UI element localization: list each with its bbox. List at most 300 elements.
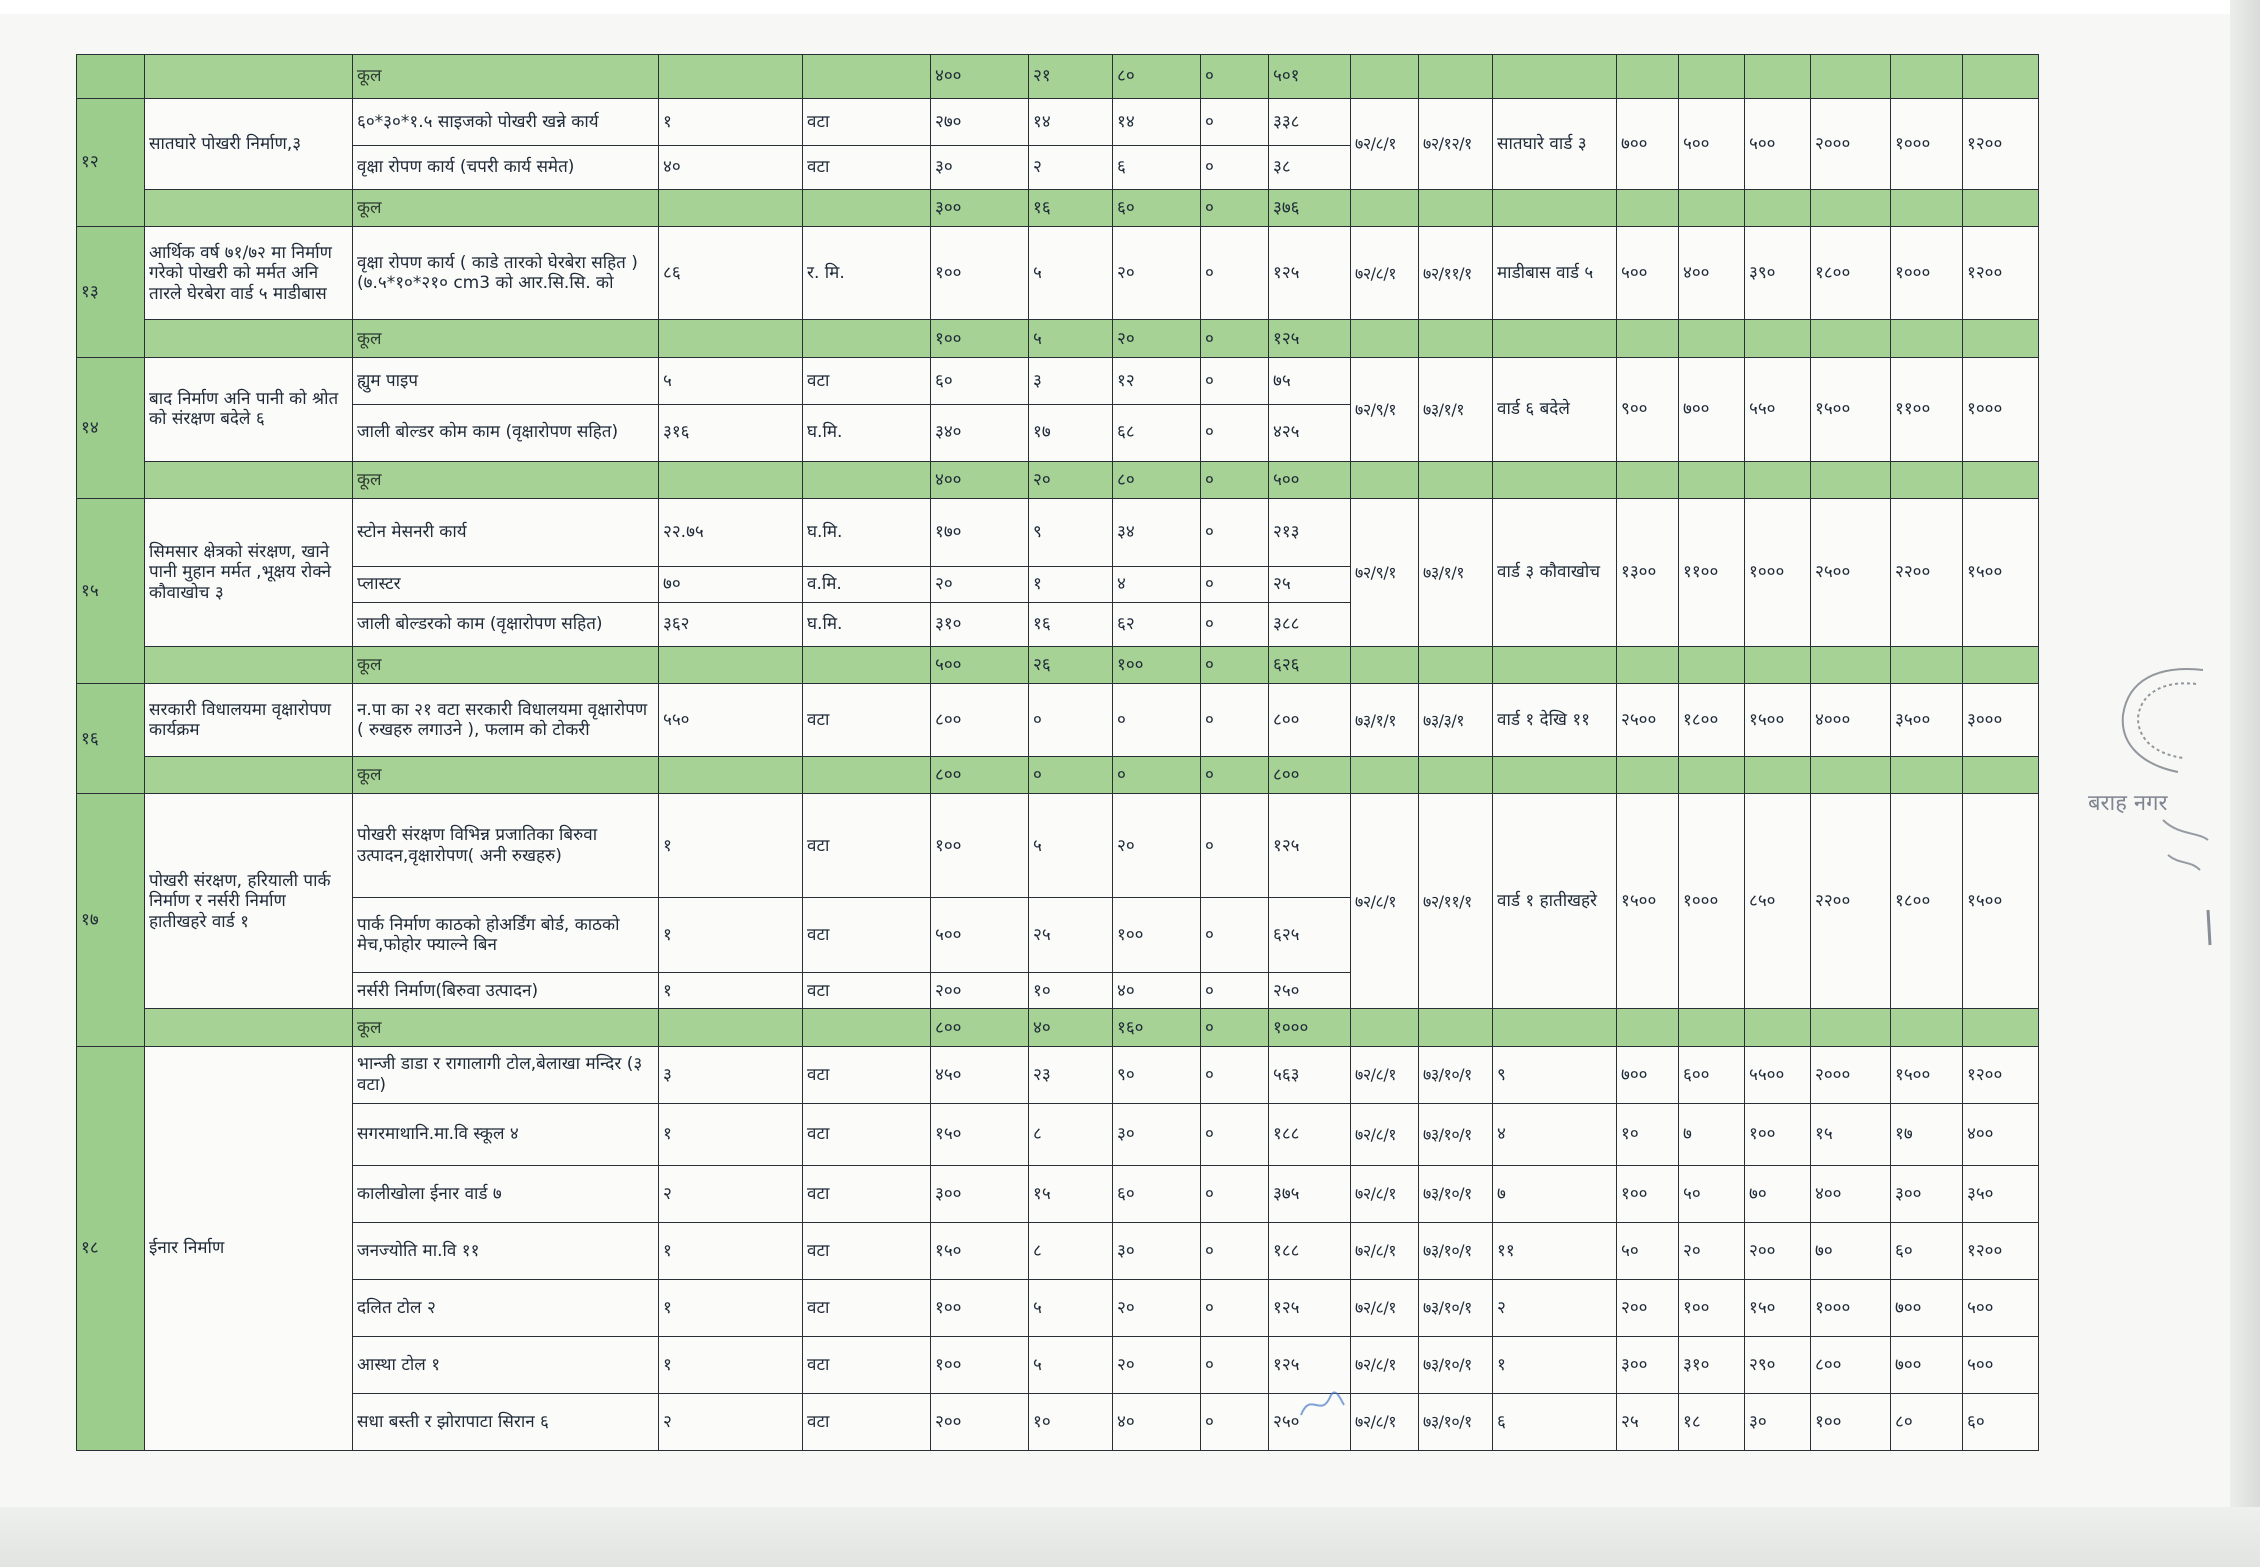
total-c3: २० — [1113, 320, 1201, 358]
total-c1: ८०० — [931, 756, 1029, 794]
end-date: ७३/१०/१ — [1419, 1165, 1493, 1222]
total-c3: ६० — [1113, 189, 1201, 227]
beneficiary-5: ८० — [1891, 1393, 1963, 1450]
beneficiary-2: ५० — [1679, 1165, 1745, 1222]
unit: वटा — [803, 684, 931, 757]
beneficiary-3: ७० — [1745, 1165, 1811, 1222]
empty-cell — [1745, 320, 1811, 358]
total-c5: ६२६ — [1269, 646, 1351, 684]
location: सातघारे वार्ड ३ — [1493, 99, 1617, 190]
cost-c5: २१३ — [1269, 499, 1351, 566]
unit: घ.मि. — [803, 602, 931, 646]
table-row — [77, 499, 2039, 566]
total-c4: ० — [1201, 756, 1269, 794]
empty-cell — [1679, 1009, 1745, 1047]
beneficiary-4: ४००० — [1811, 684, 1891, 757]
activity-description: पोखरी संरक्षण विभिन्न प्रजातिका बिरुवा उत्पादन,वृक्षारोपण( अनी रुखहरु) — [353, 794, 659, 898]
cost-c2: ५ — [1029, 1279, 1113, 1336]
cost-c1: ५०० — [931, 898, 1029, 973]
empty-cell — [1891, 1009, 1963, 1047]
empty-cell — [1617, 646, 1679, 684]
beneficiary-4: १५०० — [1811, 358, 1891, 462]
qty-cell — [659, 55, 803, 99]
cost-c4: ० — [1201, 1046, 1269, 1103]
table-row — [77, 684, 2039, 757]
beneficiary-1: १५०० — [1617, 794, 1679, 1009]
start-date: ७२/८/१ — [1351, 1103, 1419, 1165]
empty-cell — [1493, 756, 1617, 794]
cost-c3: २० — [1113, 794, 1201, 898]
table-row — [77, 794, 2039, 898]
end-date: ७३/१०/१ — [1419, 1336, 1493, 1393]
cost-c5: २५ — [1269, 566, 1351, 602]
beneficiary-5: ३०० — [1891, 1165, 1963, 1222]
project-cell — [145, 1009, 353, 1047]
beneficiary-4: ४०० — [1811, 1165, 1891, 1222]
end-date: ७३/३/१ — [1419, 684, 1493, 757]
serial-number: १६ — [77, 684, 145, 794]
empty-cell — [1617, 320, 1679, 358]
empty-cell — [1493, 320, 1617, 358]
cost-c1: ३० — [931, 145, 1029, 189]
cost-c4: ० — [1201, 358, 1269, 405]
cost-c5: ६२५ — [1269, 898, 1351, 973]
activity-description: ६०*३०*१.५ साइजको पोखरी खन्ने कार्य — [353, 99, 659, 146]
serial-number: १४ — [77, 358, 145, 499]
activity-description: भान्जी डाडा र रागालागी टोल,बेलाखा मन्दिर (३ वटा) — [353, 1046, 659, 1103]
activity-description: जनज्योति मा.वि ११ — [353, 1222, 659, 1279]
total-c2: २१ — [1029, 55, 1113, 99]
cost-c2: १६ — [1029, 602, 1113, 646]
scan-margin-right — [2230, 0, 2260, 1567]
empty-cell — [1419, 646, 1493, 684]
qty-cell — [659, 320, 803, 358]
empty-cell — [1891, 461, 1963, 499]
beneficiary-3: २९० — [1745, 1336, 1811, 1393]
location: वार्ड ६ बदेले — [1493, 358, 1617, 462]
cost-c1: १७० — [931, 499, 1029, 566]
empty-cell — [1679, 189, 1745, 227]
unit: वटा — [803, 1393, 931, 1450]
qty-cell — [659, 461, 803, 499]
cost-c5: १८८ — [1269, 1103, 1351, 1165]
project-name: सरकारी विधालयमा वृक्षारोपण कार्यक्रम — [145, 684, 353, 757]
project-cell — [145, 55, 353, 99]
total-c4: ० — [1201, 55, 1269, 99]
serial-cell — [77, 55, 145, 99]
beneficiary-6: ४०० — [1963, 1103, 2039, 1165]
quantity: ५५० — [659, 684, 803, 757]
empty-cell — [1419, 1009, 1493, 1047]
empty-cell — [1891, 189, 1963, 227]
qty-cell — [659, 646, 803, 684]
activity-description: पार्क निर्माण काठको होअर्डिंग बोर्ड, काठको मेच,फोहोर फ्याल्ने बिन — [353, 898, 659, 973]
beneficiary-3: ८५० — [1745, 794, 1811, 1009]
cost-c3: १४ — [1113, 99, 1201, 146]
table-row — [77, 1393, 2039, 1450]
empty-cell — [1963, 189, 2039, 227]
location: माडीबास वार्ड ५ — [1493, 227, 1617, 320]
unit-cell — [803, 461, 931, 499]
cost-c3: ० — [1113, 684, 1201, 757]
start-date: ७२/८/१ — [1351, 99, 1419, 190]
start-date: ७३/१/१ — [1351, 684, 1419, 757]
total-c3: १०० — [1113, 646, 1201, 684]
end-date: ७२/११/१ — [1419, 227, 1493, 320]
beneficiary-4: ८०० — [1811, 1336, 1891, 1393]
unit-cell — [803, 646, 931, 684]
beneficiary-2: ७ — [1679, 1103, 1745, 1165]
empty-cell — [1963, 756, 2039, 794]
end-date: ७२/११/१ — [1419, 794, 1493, 1009]
unit: घ.मि. — [803, 404, 931, 461]
empty-cell — [1963, 461, 2039, 499]
empty-cell — [1419, 320, 1493, 358]
beneficiary-6: ५०० — [1963, 1279, 2039, 1336]
end-date: ७३/१/१ — [1419, 358, 1493, 462]
seal-text: बराह नगर — [2088, 791, 2168, 816]
location: वार्ड १ हातीखहरे — [1493, 794, 1617, 1009]
unit: वटा — [803, 1046, 931, 1103]
empty-cell — [1617, 756, 1679, 794]
total-label: कूल — [353, 320, 659, 358]
empty-cell — [1811, 55, 1891, 99]
total-c2: ५ — [1029, 320, 1113, 358]
cost-c4: ० — [1201, 566, 1269, 602]
beneficiary-3: ५५०० — [1745, 1046, 1811, 1103]
total-row — [77, 55, 2039, 99]
total-label: कूल — [353, 461, 659, 499]
beneficiary-5: २२०० — [1891, 499, 1963, 647]
beneficiary-1: १३०० — [1617, 499, 1679, 647]
beneficiary-1: ५०० — [1617, 227, 1679, 320]
cost-c2: ८ — [1029, 1222, 1113, 1279]
qty-cell — [659, 756, 803, 794]
total-label: कूल — [353, 1009, 659, 1047]
activity-description: दलित टोल २ — [353, 1279, 659, 1336]
cost-c5: ५६३ — [1269, 1046, 1351, 1103]
total-c4: ० — [1201, 1009, 1269, 1047]
cost-c1: १०० — [931, 1279, 1029, 1336]
total-c3: ८० — [1113, 55, 1201, 99]
start-date: ७२/८/१ — [1351, 1165, 1419, 1222]
project-name: सिमसार क्षेत्रको संरक्षण, खाने पानी मुहान मर्मत ,भूक्षय रोक्ने कौवाखोच ३ — [145, 499, 353, 647]
empty-cell — [1811, 461, 1891, 499]
cost-c2: ५ — [1029, 794, 1113, 898]
beneficiary-5: ११०० — [1891, 358, 1963, 462]
beneficiary-3: १००० — [1745, 499, 1811, 647]
empty-cell — [1679, 646, 1745, 684]
project-name: आर्थिक वर्ष ७१/७२ मा निर्माण गरेको पोखरी को मर्मत अनि तारले घेरबेरा वार्ड ५ माडीबास — [145, 227, 353, 320]
total-c5: १००० — [1269, 1009, 1351, 1047]
location: वार्ड १ देखि ११ — [1493, 684, 1617, 757]
empty-cell — [1745, 461, 1811, 499]
cost-c5: २५० — [1269, 1393, 1351, 1450]
start-date: ७२/९/१ — [1351, 499, 1419, 647]
empty-cell — [1679, 756, 1745, 794]
total-c5: ५०० — [1269, 461, 1351, 499]
total-c5: ३७६ — [1269, 189, 1351, 227]
cost-c2: ८ — [1029, 1103, 1113, 1165]
quantity: ३६२ — [659, 602, 803, 646]
location: ६ — [1493, 1393, 1617, 1450]
cost-c3: २० — [1113, 1279, 1201, 1336]
total-c2: २० — [1029, 461, 1113, 499]
beneficiary-3: ५०० — [1745, 99, 1811, 190]
cost-c1: १०० — [931, 1336, 1029, 1393]
cost-c5: १२५ — [1269, 794, 1351, 898]
beneficiary-4: २००० — [1811, 99, 1891, 190]
unit: वटा — [803, 99, 931, 146]
beneficiary-6: ५०० — [1963, 1336, 2039, 1393]
cost-c2: १५ — [1029, 1165, 1113, 1222]
activity-description: न.पा का २१ वटा सरकारी विधालयमा वृक्षारोपण ( रुखहरु लगाउने ), फलाम को टोकरी — [353, 684, 659, 757]
empty-cell — [1963, 646, 2039, 684]
beneficiary-4: १५ — [1811, 1103, 1891, 1165]
total-label: कूल — [353, 756, 659, 794]
cost-c4: ० — [1201, 602, 1269, 646]
beneficiary-4: २५०० — [1811, 499, 1891, 647]
total-row — [77, 461, 2039, 499]
beneficiary-2: १८०० — [1679, 684, 1745, 757]
cost-c3: ६२ — [1113, 602, 1201, 646]
project-name: बाद निर्माण अनि पानी को श्रोत को संरक्षण बदेले ६ — [145, 358, 353, 462]
beneficiary-6: १२०० — [1963, 1046, 2039, 1103]
beneficiary-2: १०० — [1679, 1279, 1745, 1336]
beneficiary-6: ६० — [1963, 1393, 2039, 1450]
unit-cell — [803, 55, 931, 99]
empty-cell — [1419, 55, 1493, 99]
beneficiary-5: १५०० — [1891, 1046, 1963, 1103]
beneficiary-5: ६० — [1891, 1222, 1963, 1279]
cost-c4: ० — [1201, 1165, 1269, 1222]
empty-cell — [1351, 320, 1419, 358]
quantity: ३ — [659, 1046, 803, 1103]
cost-c5: २५० — [1269, 973, 1351, 1009]
cost-c1: ६० — [931, 358, 1029, 405]
empty-cell — [1351, 646, 1419, 684]
total-c4: ० — [1201, 646, 1269, 684]
start-date: ७२/८/१ — [1351, 1336, 1419, 1393]
empty-cell — [1891, 756, 1963, 794]
quantity: २२.७५ — [659, 499, 803, 566]
cost-c3: १२ — [1113, 358, 1201, 405]
empty-cell — [1891, 646, 1963, 684]
beneficiary-1: २०० — [1617, 1279, 1679, 1336]
end-date: ७३/१०/१ — [1419, 1279, 1493, 1336]
activity-description: नर्सरी निर्माण(बिरुवा उत्पादन) — [353, 973, 659, 1009]
beneficiary-3: १०० — [1745, 1103, 1811, 1165]
total-c2: ० — [1029, 756, 1113, 794]
total-c1: ४०० — [931, 55, 1029, 99]
quantity: १ — [659, 99, 803, 146]
empty-cell — [1679, 461, 1745, 499]
empty-cell — [1617, 55, 1679, 99]
location: ११ — [1493, 1222, 1617, 1279]
cost-c2: ५ — [1029, 1336, 1113, 1393]
cost-c3: ६८ — [1113, 404, 1201, 461]
location: १ — [1493, 1336, 1617, 1393]
cost-c4: ० — [1201, 794, 1269, 898]
empty-cell — [1963, 320, 2039, 358]
empty-cell — [1745, 1009, 1811, 1047]
cost-c4: ० — [1201, 1336, 1269, 1393]
quantity: १ — [659, 1222, 803, 1279]
total-c4: ० — [1201, 189, 1269, 227]
unit: वटा — [803, 973, 931, 1009]
end-date: ७३/१०/१ — [1419, 1103, 1493, 1165]
total-row — [77, 1009, 2039, 1047]
activity-description: सगरमाथानि.मा.वि स्कूल ४ — [353, 1103, 659, 1165]
empty-cell — [1419, 756, 1493, 794]
location: ४ — [1493, 1103, 1617, 1165]
empty-cell — [1963, 1009, 2039, 1047]
beneficiary-5: ७०० — [1891, 1279, 1963, 1336]
qty-cell — [659, 189, 803, 227]
cost-c4: ० — [1201, 99, 1269, 146]
total-c2: ४० — [1029, 1009, 1113, 1047]
table-row — [77, 227, 2039, 320]
total-c4: ० — [1201, 461, 1269, 499]
beneficiary-2: ४०० — [1679, 227, 1745, 320]
beneficiary-3: २०० — [1745, 1222, 1811, 1279]
cost-c4: ० — [1201, 145, 1269, 189]
cost-c4: ० — [1201, 499, 1269, 566]
activity-description: ह्युम पाइप — [353, 358, 659, 405]
beneficiary-2: २० — [1679, 1222, 1745, 1279]
quantity: ४० — [659, 145, 803, 189]
quantity: १ — [659, 1279, 803, 1336]
project-cell — [145, 189, 353, 227]
cost-c4: ० — [1201, 1393, 1269, 1450]
table-row — [77, 1279, 2039, 1336]
beneficiary-6: १५०० — [1963, 499, 2039, 647]
beneficiary-4: २२०० — [1811, 794, 1891, 1009]
project-cell — [145, 646, 353, 684]
table-row — [77, 99, 2039, 146]
total-c3: ० — [1113, 756, 1201, 794]
empty-cell — [1811, 756, 1891, 794]
cost-c1: २० — [931, 566, 1029, 602]
start-date: ७२/८/१ — [1351, 1222, 1419, 1279]
cost-c3: ४० — [1113, 1393, 1201, 1450]
activity-description: कालीखोला ईनार वार्ड ७ — [353, 1165, 659, 1222]
beneficiary-2: ६०० — [1679, 1046, 1745, 1103]
table-row — [77, 358, 2039, 405]
quantity: २ — [659, 1165, 803, 1222]
location: २ — [1493, 1279, 1617, 1336]
total-c5: ५०१ — [1269, 55, 1351, 99]
cost-c1: १०० — [931, 227, 1029, 320]
unit-cell — [803, 1009, 931, 1047]
unit-cell — [803, 189, 931, 227]
beneficiary-2: १८ — [1679, 1393, 1745, 1450]
total-c4: ० — [1201, 320, 1269, 358]
end-date: ७३/१०/१ — [1419, 1393, 1493, 1450]
empty-cell — [1351, 55, 1419, 99]
cost-c2: १० — [1029, 1393, 1113, 1450]
quantity: २ — [659, 1393, 803, 1450]
cost-c4: ० — [1201, 1279, 1269, 1336]
empty-cell — [1493, 646, 1617, 684]
end-date: ७२/१२/१ — [1419, 99, 1493, 190]
quantity: ५ — [659, 358, 803, 405]
location: वार्ड ३ कौवाखोच — [1493, 499, 1617, 647]
start-date: ७२/८/१ — [1351, 1279, 1419, 1336]
project-cell — [145, 756, 353, 794]
total-c1: ८०० — [931, 1009, 1029, 1047]
beneficiary-4: १८०० — [1811, 227, 1891, 320]
location: ९ — [1493, 1046, 1617, 1103]
cost-c3: ६ — [1113, 145, 1201, 189]
beneficiary-6: ३५० — [1963, 1165, 2039, 1222]
start-date: ७२/८/१ — [1351, 227, 1419, 320]
unit: घ.मि. — [803, 499, 931, 566]
cost-c5: ३३८ — [1269, 99, 1351, 146]
unit: वटा — [803, 1279, 931, 1336]
empty-cell — [1493, 55, 1617, 99]
cost-c5: ३७५ — [1269, 1165, 1351, 1222]
table-row — [77, 1165, 2039, 1222]
empty-cell — [1811, 320, 1891, 358]
total-label: कूल — [353, 189, 659, 227]
empty-cell — [1617, 461, 1679, 499]
cost-c1: ८०० — [931, 684, 1029, 757]
serial-number: १७ — [77, 794, 145, 1047]
project-name: ईनार निर्माण — [145, 1046, 353, 1450]
start-date: ७२/८/१ — [1351, 1046, 1419, 1103]
total-row — [77, 646, 2039, 684]
project-cost-table — [76, 54, 2039, 1451]
beneficiary-5: १००० — [1891, 99, 1963, 190]
start-date: ७२/८/१ — [1351, 1393, 1419, 1450]
cost-c3: ९० — [1113, 1046, 1201, 1103]
cost-c4: ० — [1201, 1103, 1269, 1165]
total-row — [77, 189, 2039, 227]
cost-c5: १२५ — [1269, 227, 1351, 320]
unit: वटा — [803, 1165, 931, 1222]
cost-c4: ० — [1201, 973, 1269, 1009]
beneficiary-3: ३९० — [1745, 227, 1811, 320]
beneficiary-5: १७ — [1891, 1103, 1963, 1165]
cost-c4: ० — [1201, 898, 1269, 973]
cost-c5: ३८ — [1269, 145, 1351, 189]
beneficiary-3: ३० — [1745, 1393, 1811, 1450]
total-c1: ४०० — [931, 461, 1029, 499]
cost-c4: ० — [1201, 1222, 1269, 1279]
cost-c3: ६० — [1113, 1165, 1201, 1222]
cost-c2: ३ — [1029, 358, 1113, 405]
cost-c2: ९ — [1029, 499, 1113, 566]
beneficiary-3: १५० — [1745, 1279, 1811, 1336]
beneficiary-5: १८०० — [1891, 794, 1963, 1009]
beneficiary-2: १००० — [1679, 794, 1745, 1009]
total-row — [77, 320, 2039, 358]
empty-cell — [1419, 461, 1493, 499]
total-label: कूल — [353, 55, 659, 99]
cost-c3: २० — [1113, 1336, 1201, 1393]
end-date: ७३/१०/१ — [1419, 1046, 1493, 1103]
empty-cell — [1617, 1009, 1679, 1047]
total-c5: १२५ — [1269, 320, 1351, 358]
unit: वटा — [803, 898, 931, 973]
cost-c4: ० — [1201, 404, 1269, 461]
cost-c2: २ — [1029, 145, 1113, 189]
beneficiary-5: १००० — [1891, 227, 1963, 320]
beneficiary-6: १२०० — [1963, 99, 2039, 190]
quantity: १ — [659, 973, 803, 1009]
end-date: ७३/१/१ — [1419, 499, 1493, 647]
